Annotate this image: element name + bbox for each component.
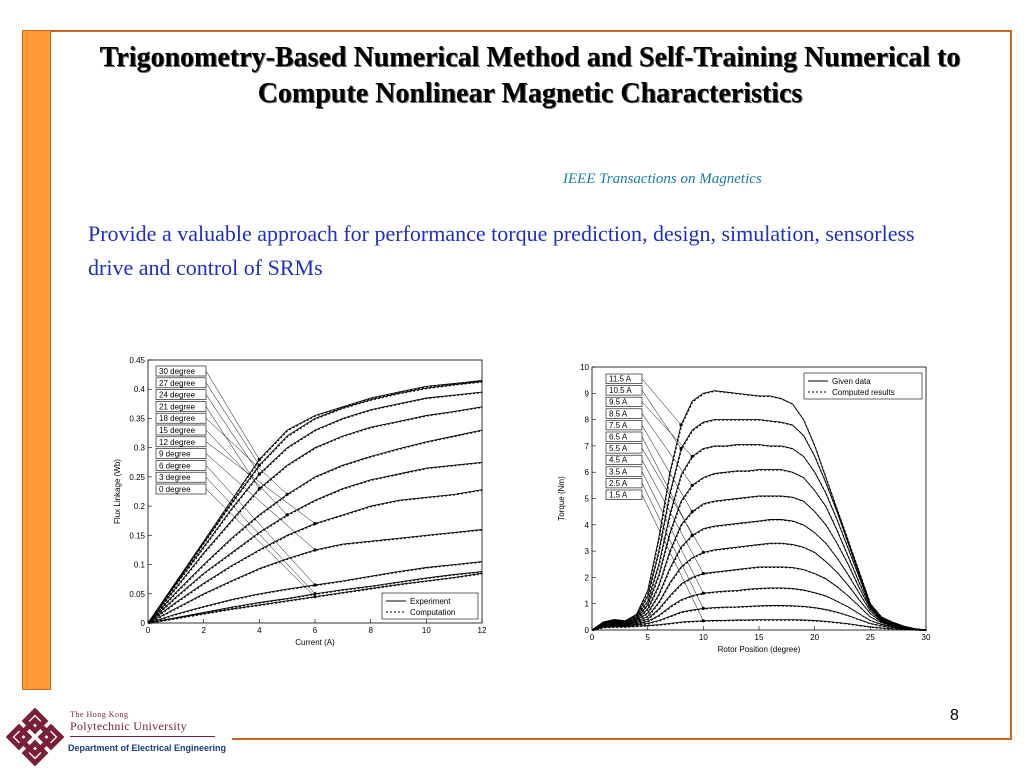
series-label: 11.5 A	[609, 374, 632, 384]
y-tick-label: 7	[584, 441, 589, 451]
y-tick-label: 2	[584, 573, 589, 583]
y-axis-label: Flux Linkage (Wb)	[113, 459, 122, 524]
leader-line	[642, 402, 692, 456]
series-line	[592, 567, 926, 630]
y-tick-label: 6	[584, 468, 589, 478]
series-label: 5.5 A	[609, 444, 628, 454]
leader-arrowhead	[702, 607, 705, 610]
x-tick-label: 12	[477, 626, 487, 635]
x-tick-label: 25	[865, 633, 875, 642]
series-label: 24 degree	[159, 390, 196, 400]
y-axis-label: Torque (Nm)	[557, 476, 566, 521]
x-tick-label: 6	[312, 626, 318, 635]
series-line-computed	[593, 420, 927, 630]
page-number: 8	[950, 707, 959, 724]
legend-label-0: Experiment	[410, 597, 451, 606]
leader-arrowhead	[313, 583, 316, 586]
y-tick-label: 0.2	[133, 502, 145, 512]
leader-line	[642, 414, 692, 486]
y-tick-label: 8	[584, 415, 589, 425]
torque-chart	[548, 355, 943, 660]
x-tick-label: 30	[921, 633, 931, 642]
series-label: 9 degree	[159, 449, 191, 459]
leader-line	[206, 489, 315, 597]
leader-line	[642, 379, 681, 425]
y-tick-label: 10	[580, 363, 589, 372]
y-tick-label: 3	[584, 547, 589, 557]
y-tick-label: 4	[584, 520, 589, 530]
x-tick-label: 0	[589, 633, 595, 642]
leader-arrowhead	[679, 423, 682, 426]
leader-line	[206, 371, 259, 459]
leader-line	[642, 460, 703, 574]
x-tick-label: 10	[421, 626, 431, 635]
leader-arrowhead	[258, 464, 261, 467]
leader-arrowhead	[313, 522, 316, 525]
y-tick-label: 0.45	[129, 356, 145, 365]
leader-arrowhead	[691, 484, 694, 487]
journal-name: IEEE Transactions on Magnetics	[563, 171, 762, 187]
x-tick-label: 5	[645, 633, 650, 642]
university-name-big: Polytechnic University	[70, 719, 187, 733]
university-underline	[70, 736, 215, 737]
slide-title: Trigonometry-Based Numerical Method and Self-Training Numerical to Compute Nonlinear Magnetic Characteristics	[99, 42, 961, 109]
series-label: 6.5 A	[609, 432, 628, 442]
y-tick-label: 0.05	[129, 589, 145, 599]
y-tick-label: 0.3	[133, 443, 145, 453]
x-tick-label: 2	[201, 626, 206, 635]
series-label: 12 degree	[159, 437, 196, 447]
x-axis-label: Rotor Position (degree)	[717, 645, 801, 654]
y-tick-label: 0.1	[133, 560, 145, 570]
legend-label-1: Computation	[410, 608, 456, 617]
leader-arrowhead	[691, 510, 694, 513]
leader-arrowhead	[679, 447, 682, 450]
x-tick-label: 20	[810, 633, 820, 642]
leader-arrowhead	[702, 592, 705, 595]
leader-arrowhead	[313, 592, 316, 595]
x-tick-label: 15	[754, 633, 764, 642]
series-label: 6 degree	[159, 461, 191, 471]
department-name: Department of Electrical Engineering	[68, 743, 227, 753]
leader-arrowhead	[313, 548, 316, 551]
series-line-computed	[593, 391, 927, 630]
leader-arrowhead	[258, 458, 261, 461]
x-tick-label: 4	[257, 626, 262, 635]
university-name-small: The Hong Kong	[70, 710, 129, 719]
legend-label-0: Given data	[832, 377, 871, 386]
series-label: 4.5 A	[609, 455, 628, 465]
leader-arrowhead	[313, 595, 316, 598]
series-label: 3 degree	[159, 473, 191, 483]
y-tick-label: 0.4	[133, 385, 145, 395]
y-tick-label: 5	[584, 494, 589, 504]
series-label: 10.5 A	[609, 386, 632, 396]
leader-arrowhead	[258, 487, 261, 490]
leader-line	[642, 390, 681, 448]
body-text: Provide a valuable approach for performance torque prediction, design, simulation, sensorless drive and control of SRMs	[88, 221, 915, 280]
leader-line	[206, 383, 259, 465]
y-tick-label: 0	[584, 626, 589, 635]
series-label: 3.5 A	[609, 467, 628, 477]
flux-linkage-chart	[96, 345, 496, 655]
university-name	[70, 710, 187, 734]
series-label: 27 degree	[159, 378, 196, 388]
series-label: 15 degree	[159, 426, 196, 435]
leader-arrowhead	[702, 572, 705, 575]
leader-arrowhead	[691, 455, 694, 458]
y-tick-label: 0.35	[129, 414, 145, 424]
series-label: 7.5 A	[609, 420, 628, 430]
series-label: 21 degree	[159, 402, 196, 412]
leader-arrowhead	[286, 513, 289, 516]
series-line-computed	[593, 568, 927, 631]
legend-label-1: Computed results	[832, 388, 895, 397]
accent-bar	[22, 30, 51, 690]
x-tick-label: 10	[698, 633, 708, 642]
series-label: 0 degree	[159, 485, 191, 494]
y-tick-label: 0.15	[129, 531, 145, 541]
leader-arrowhead	[702, 619, 705, 622]
series-label: 30 degree	[159, 367, 196, 376]
footer-rule	[232, 738, 1012, 740]
series-label: 18 degree	[159, 414, 196, 424]
y-tick-label: 0.25	[129, 472, 145, 482]
y-tick-label: 9	[584, 389, 589, 399]
leader-line	[206, 442, 315, 524]
leader-arrowhead	[286, 493, 289, 496]
series-label: 8.5 A	[609, 409, 628, 419]
y-tick-label: 0	[140, 619, 145, 628]
y-tick-label: 1	[584, 599, 589, 609]
series-label: 2.5 A	[609, 478, 628, 488]
leader-arrowhead	[258, 472, 261, 475]
x-tick-label: 0	[145, 626, 151, 635]
x-axis-label: Current (A)	[295, 638, 335, 647]
leader-line	[206, 465, 315, 585]
leader-arrowhead	[702, 551, 705, 554]
series-label: 9.5 A	[609, 397, 628, 407]
series-label: 1.5 A	[609, 490, 628, 500]
x-tick-label: 8	[368, 626, 373, 635]
university-logo-icon	[6, 708, 64, 766]
leader-line	[206, 406, 259, 488]
